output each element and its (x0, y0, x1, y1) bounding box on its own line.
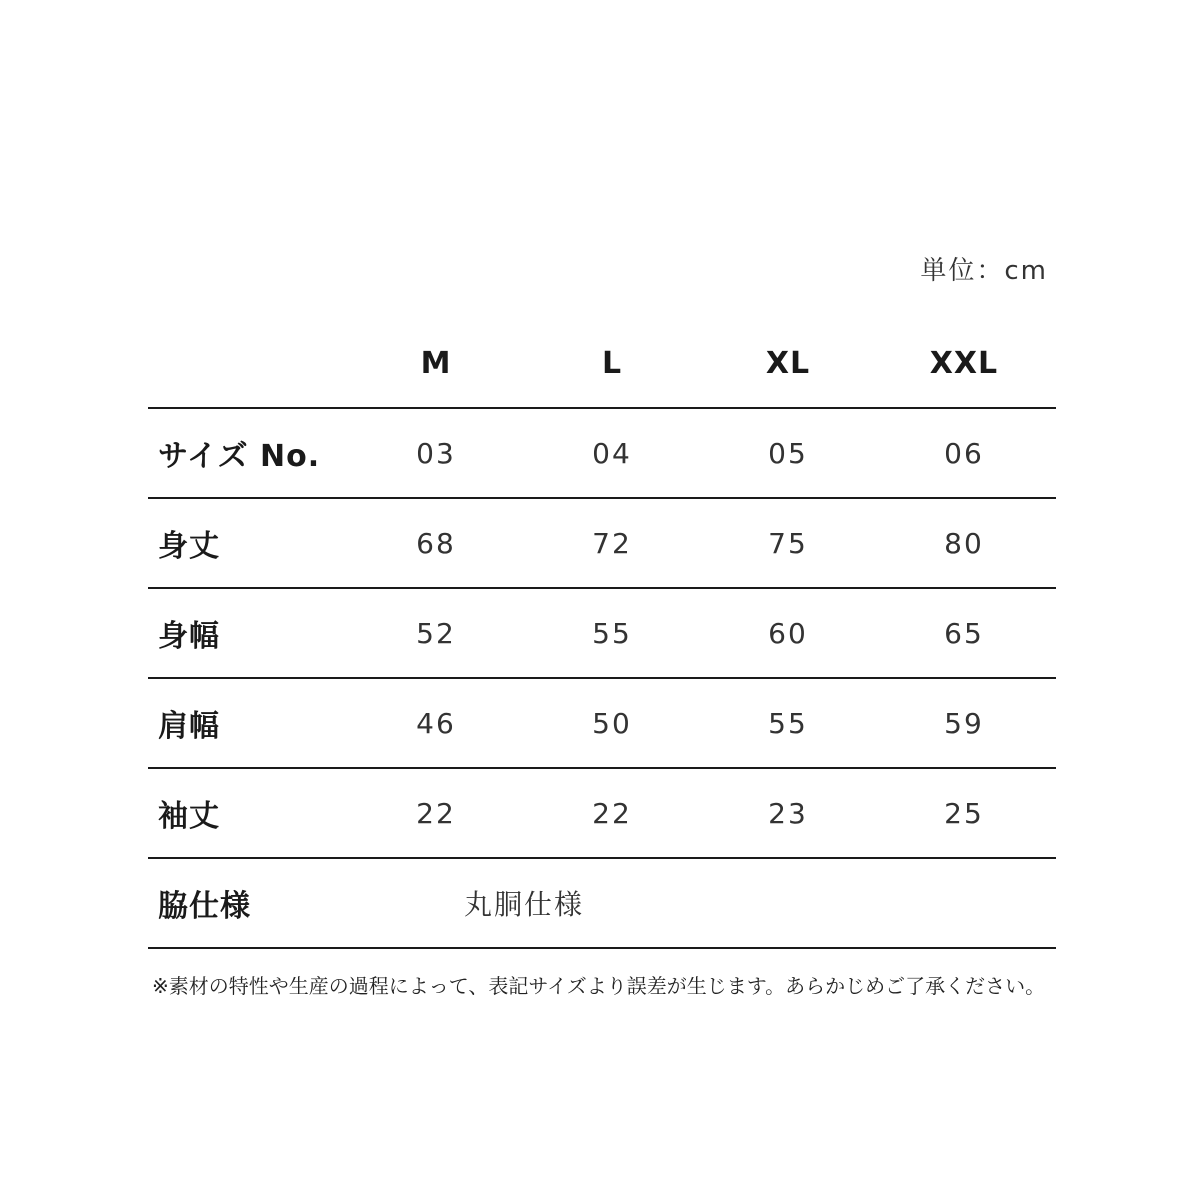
value-cell: 59 (944, 706, 984, 740)
value-cell: 55 (768, 706, 808, 740)
value-cell: 50 (592, 706, 632, 740)
value-cell: 22 (592, 796, 632, 830)
size-header-xxl: XXL (929, 346, 999, 381)
value-cell: 65 (944, 616, 984, 650)
value-cell: 75 (768, 526, 808, 560)
row-label: 身幅 (158, 619, 220, 654)
table-row-side-spec (148, 859, 1056, 949)
value-cell: 80 (944, 526, 984, 560)
value-cell: 23 (768, 796, 808, 830)
value-cell: 04 (592, 436, 632, 470)
value-cell: 25 (944, 796, 984, 830)
row-label: 袖丈 (158, 799, 220, 834)
value-cell: 72 (592, 526, 632, 560)
value-cell: 55 (592, 616, 632, 650)
value-cell: 68 (416, 526, 456, 560)
row-label: 身丈 (158, 529, 220, 564)
value-cell: 06 (944, 436, 984, 470)
size-header-l: L (601, 346, 623, 381)
value-cell: 05 (768, 436, 808, 470)
row-label: サイズ No. (158, 439, 321, 474)
table-row-size-no (148, 409, 1056, 499)
value-cell: 60 (768, 616, 808, 650)
table-row-shoulder-width (148, 679, 1056, 769)
value-cell: 52 (416, 616, 456, 650)
size-header-row (148, 320, 1056, 409)
size-header-xl: XL (765, 346, 811, 381)
unit-label: 単位：cm (920, 256, 1048, 286)
size-header-m: M (420, 346, 452, 381)
disclaimer-note: ※素材の特性や生産の過程によって、表記サイズより誤差が生じます。あらかじめご了承ください。 (152, 974, 1046, 998)
size-table (148, 320, 1056, 949)
side-spec-value: 丸胴仕様 (463, 888, 584, 921)
table-row-sleeve-length (148, 769, 1056, 859)
value-cell: 46 (416, 706, 456, 740)
table-row-body-width (148, 589, 1056, 679)
table-row-body-length (148, 499, 1056, 589)
row-label: 肩幅 (158, 709, 220, 744)
value-cell: 03 (416, 436, 456, 470)
value-cell: 22 (416, 796, 456, 830)
row-label: 脇仕様 (158, 889, 251, 924)
